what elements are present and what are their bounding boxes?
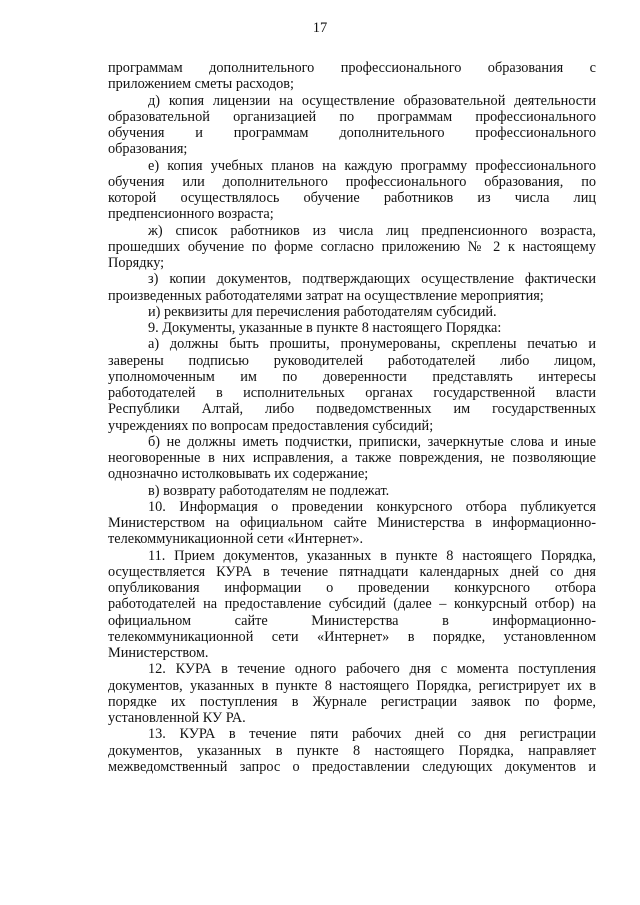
- text-line: ж) список работников из числа лиц предпенсионного возраста,: [148, 222, 596, 239]
- text-line: документов, указанных в пункте 8 настоящего Порядка, регистрирует их в: [108, 677, 596, 694]
- text-line: работодателей в исполнительных органах государственной власти: [108, 385, 596, 401]
- text-line: в) возврату работодателям не подлежат.: [148, 482, 390, 499]
- text-line: Порядку;: [108, 255, 165, 271]
- text-line: Министерством.: [108, 645, 209, 661]
- text-line: однозначно истолковывать их содержание;: [108, 466, 369, 483]
- text-line: 12. КУРА в течение одного рабочего дня с момента поступления: [148, 661, 596, 678]
- text-line: межведомственный запрос о предоставлении следующих документов и: [108, 758, 596, 775]
- text-line: д) копия лицензии на осуществление образовательной деятельности: [148, 92, 596, 109]
- text-line: обучения или дополнительного профессионального образования, по: [108, 173, 596, 190]
- text-line: порядке их поступления в Журнале регистрации заявок по форме,: [108, 693, 596, 710]
- page-number: 17: [312, 20, 328, 36]
- text-line: 10. Информация о проведении конкурсного отбора публикуется: [148, 498, 596, 515]
- text-line: 11. Прием документов, указанных в пункте 8 настоящего Порядка,: [148, 547, 596, 564]
- text-line: обучения и программам дополнительного профессионального: [108, 125, 596, 141]
- text-line: прошедших обучение по форме согласно приложению № 2 к настоящему: [108, 238, 596, 255]
- text-line: предпенсионного возраста;: [108, 206, 274, 223]
- text-line: осуществляется КУРА в течение пятнадцати календарных дней со дня: [108, 563, 596, 580]
- text-line: 13. КУРА в течение пяти рабочих дней со дня регистрации: [148, 726, 596, 743]
- text-line: уполномоченным им по доверенности представлять интересы: [108, 368, 596, 385]
- text-line: Республики Алтай, либо подведомственных им государственных: [108, 401, 596, 418]
- text-line: программам дополнительного профессионального образования с: [108, 60, 596, 76]
- text-line: опубликования информации о проведении конкурсного отбора: [108, 580, 596, 596]
- text-line: б) не должны иметь подчистки, приписки, зачеркнутые слова и иные: [148, 433, 596, 450]
- text-line: неоговоренные в них исправления, а также повреждения, не позволяющие: [108, 450, 596, 466]
- text-line: приложением сметы расходов;: [108, 76, 294, 93]
- text-line: работодателей на предоставление субсидий (далее – конкурсный отбор) на: [108, 596, 596, 613]
- text-line: з) копии документов, подтверждающих осуществление фактически: [148, 271, 596, 288]
- text-line: которой осуществлялось обучение работников из числа лиц: [108, 190, 596, 206]
- text-line: телекоммуникационной сети «Интернет».: [108, 531, 364, 548]
- text-line: произведенных работодателями затрат на осуществление мероприятия;: [108, 287, 544, 304]
- text-line: официальном сайте Министерства в информационно-: [108, 612, 596, 629]
- document-body: [108, 60, 596, 775]
- text-line: телекоммуникационной сети «Интернет» в порядке, установленном: [108, 628, 596, 645]
- text-line: а) должны быть прошиты, пронумерованы, скреплены печатью и: [148, 336, 596, 353]
- text-line: документов, указанных в пункте 8 настоящего Порядка, направляет: [108, 742, 596, 759]
- text-line: Министерством на официальном сайте Министерства в информационно-: [108, 515, 596, 531]
- text-line: учреждениях по вопросам предоставления субсидий;: [108, 417, 434, 434]
- text-line: образовательной организацией по программам профессионального: [108, 108, 596, 125]
- text-line: образования;: [108, 141, 188, 158]
- text-line: установленной КУ РА.: [108, 710, 246, 726]
- text-line: 9. Документы, указанные в пункте 8 настоящего Порядка:: [148, 320, 502, 336]
- text-line: заверены подписью руководителей работодателей либо лицом,: [108, 352, 596, 369]
- text-line: е) копия учебных планов на каждую программу профессионального: [148, 157, 596, 174]
- text-line: и) реквизиты для перечисления работодателям субсидий.: [148, 303, 497, 320]
